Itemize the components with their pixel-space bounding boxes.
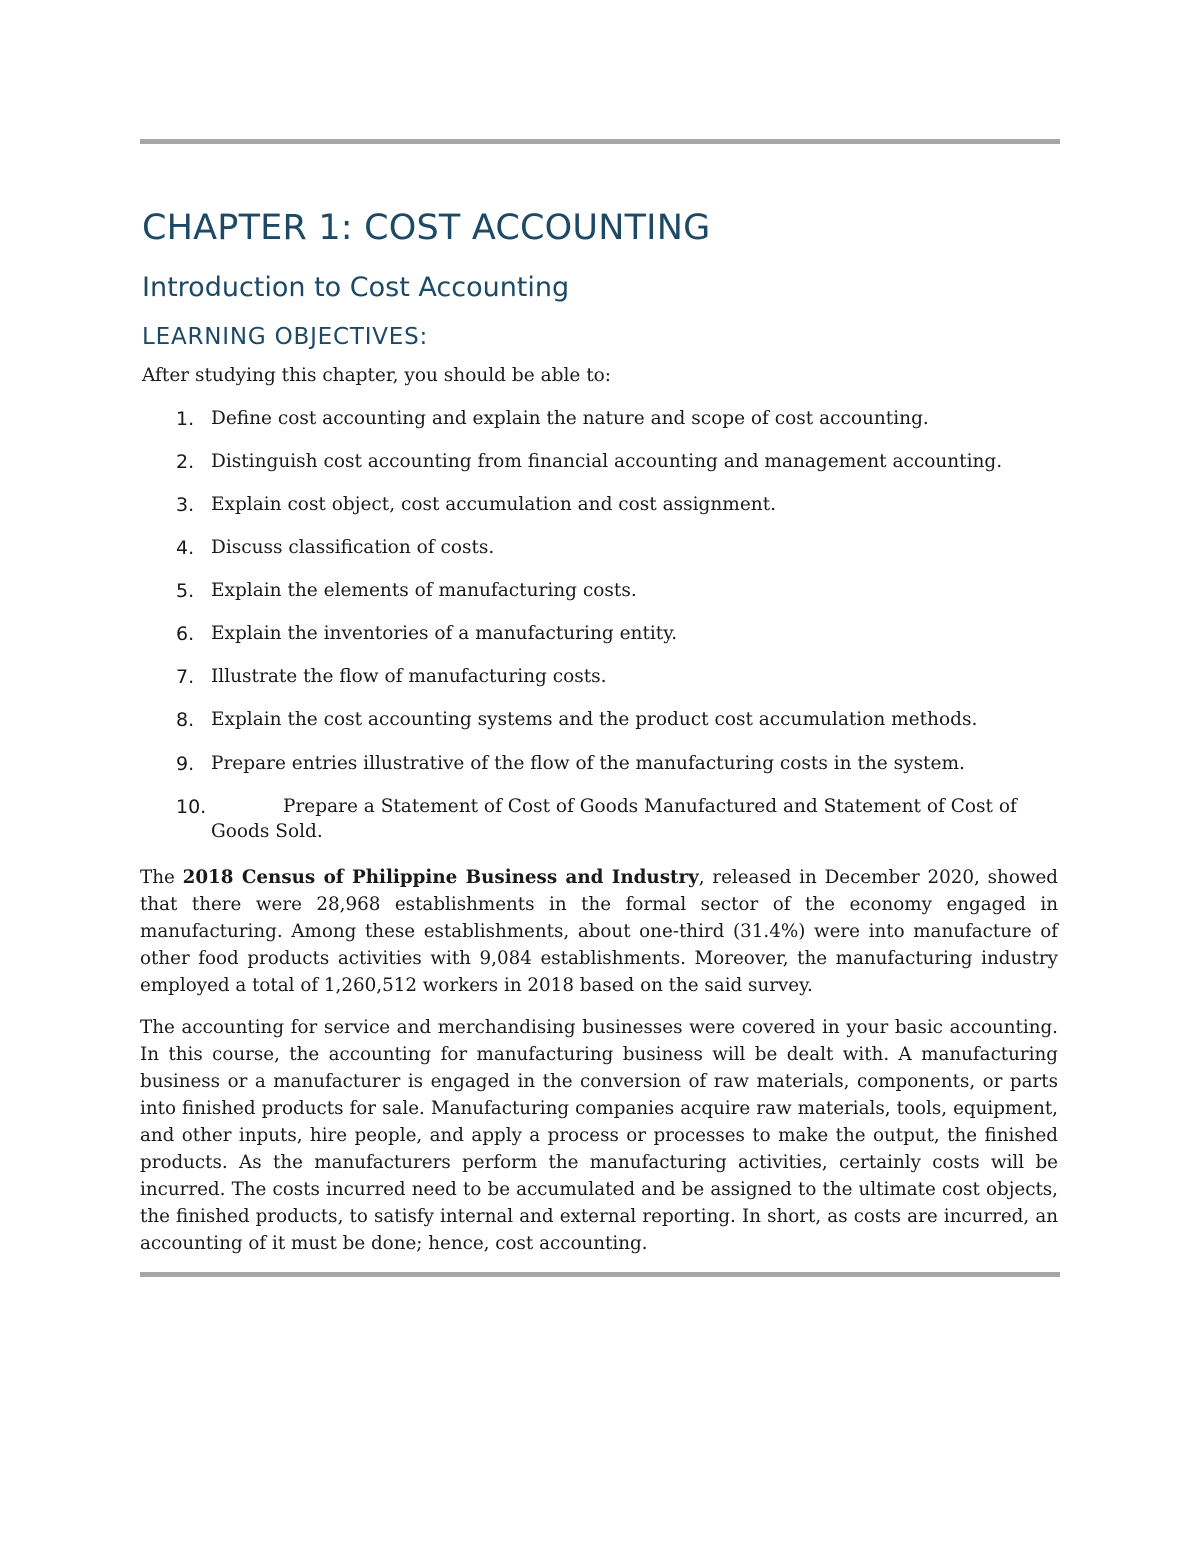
- objective-number: 2.: [176, 451, 195, 473]
- objective-text: Illustrate the flow of manufacturing costs.: [211, 666, 607, 687]
- objective-number: 8.: [176, 709, 195, 731]
- learning-objectives-heading: LEARNING OBJECTIVES:: [142, 324, 429, 350]
- objective-text: Explain cost object, cost accumulation and cost assignment.: [211, 494, 777, 515]
- bottom-divider: [140, 1272, 1060, 1277]
- objectives-intro: After studying this chapter, you should be able to:: [142, 365, 612, 386]
- census-title: 2018 Census of Philippine Business and Industry: [182, 867, 699, 888]
- census-body: , released in December 2020, showed that there were 28,968 establishments in the formal sector of the economy engaged in manufacturing. Among these establishments, about one-third (31.4%) were into manufacture of other food products activities with 9,084 establishments. Moreover, the manufacturing industry employed a total of 1,260,512 workers in 2018 based on the said survey.: [140, 867, 1059, 996]
- chapter-title: CHAPTER 1: COST ACCOUNTING: [142, 208, 711, 248]
- objective-text: Prepare entries illustrative of the flow of the manufacturing costs in the system.: [211, 753, 965, 774]
- top-divider: [140, 139, 1060, 144]
- objective-number: 6.: [176, 623, 195, 645]
- census-paragraph: [140, 864, 1058, 999]
- census-lead: The: [140, 867, 183, 888]
- objective-text: Explain the cost accounting systems and the product cost accumulation methods.: [211, 709, 978, 730]
- chapter-subtitle: Introduction to Cost Accounting: [142, 272, 570, 303]
- objective-number: 9.: [176, 753, 195, 775]
- objective-text: Discuss classification of costs.: [211, 537, 495, 558]
- objective-number: 1.: [176, 408, 195, 430]
- objective-number: 5.: [176, 580, 195, 602]
- manufacturing-paragraph: The accounting for service and merchandising businesses were covered in your basic accounting. In this course, the accounting for manufacturing business will be dealt with. A manufacturing business or a manufacturer is engaged in the conversion of raw materials, components, or parts into finished products for sale. Manufacturing companies acquire raw materials, tools, equipment, and other inputs, hire people, and apply a process or processes to make the output, the finished products. As the manufacturers perform the manufacturing activities, certainly costs will be incurred. The costs incurred need to be accumulated and be assigned to the ultimate cost objects, the finished products, to satisfy internal and external reporting. In short, as costs are incurred, an accounting of it must be done; hence, cost accounting.: [140, 1017, 1058, 1254]
- objective-text: Distinguish cost accounting from financial accounting and management accounting.: [211, 451, 1003, 472]
- objective-number: 7.: [176, 666, 195, 688]
- objective-text: Define cost accounting and explain the nature and scope of cost accounting.: [211, 408, 929, 429]
- objective-number: 10.: [176, 796, 207, 818]
- objective-number: 4.: [176, 537, 195, 559]
- objective-text: Explain the inventories of a manufacturing entity.: [211, 623, 678, 644]
- objective-number: 3.: [176, 494, 195, 516]
- objective-text: Prepare a Statement of Cost of Goods Manufactured and Statement of Cost of: [283, 796, 1017, 817]
- objective-text-continued: Goods Sold.: [211, 821, 323, 842]
- objective-text: Explain the elements of manufacturing costs.: [211, 580, 637, 601]
